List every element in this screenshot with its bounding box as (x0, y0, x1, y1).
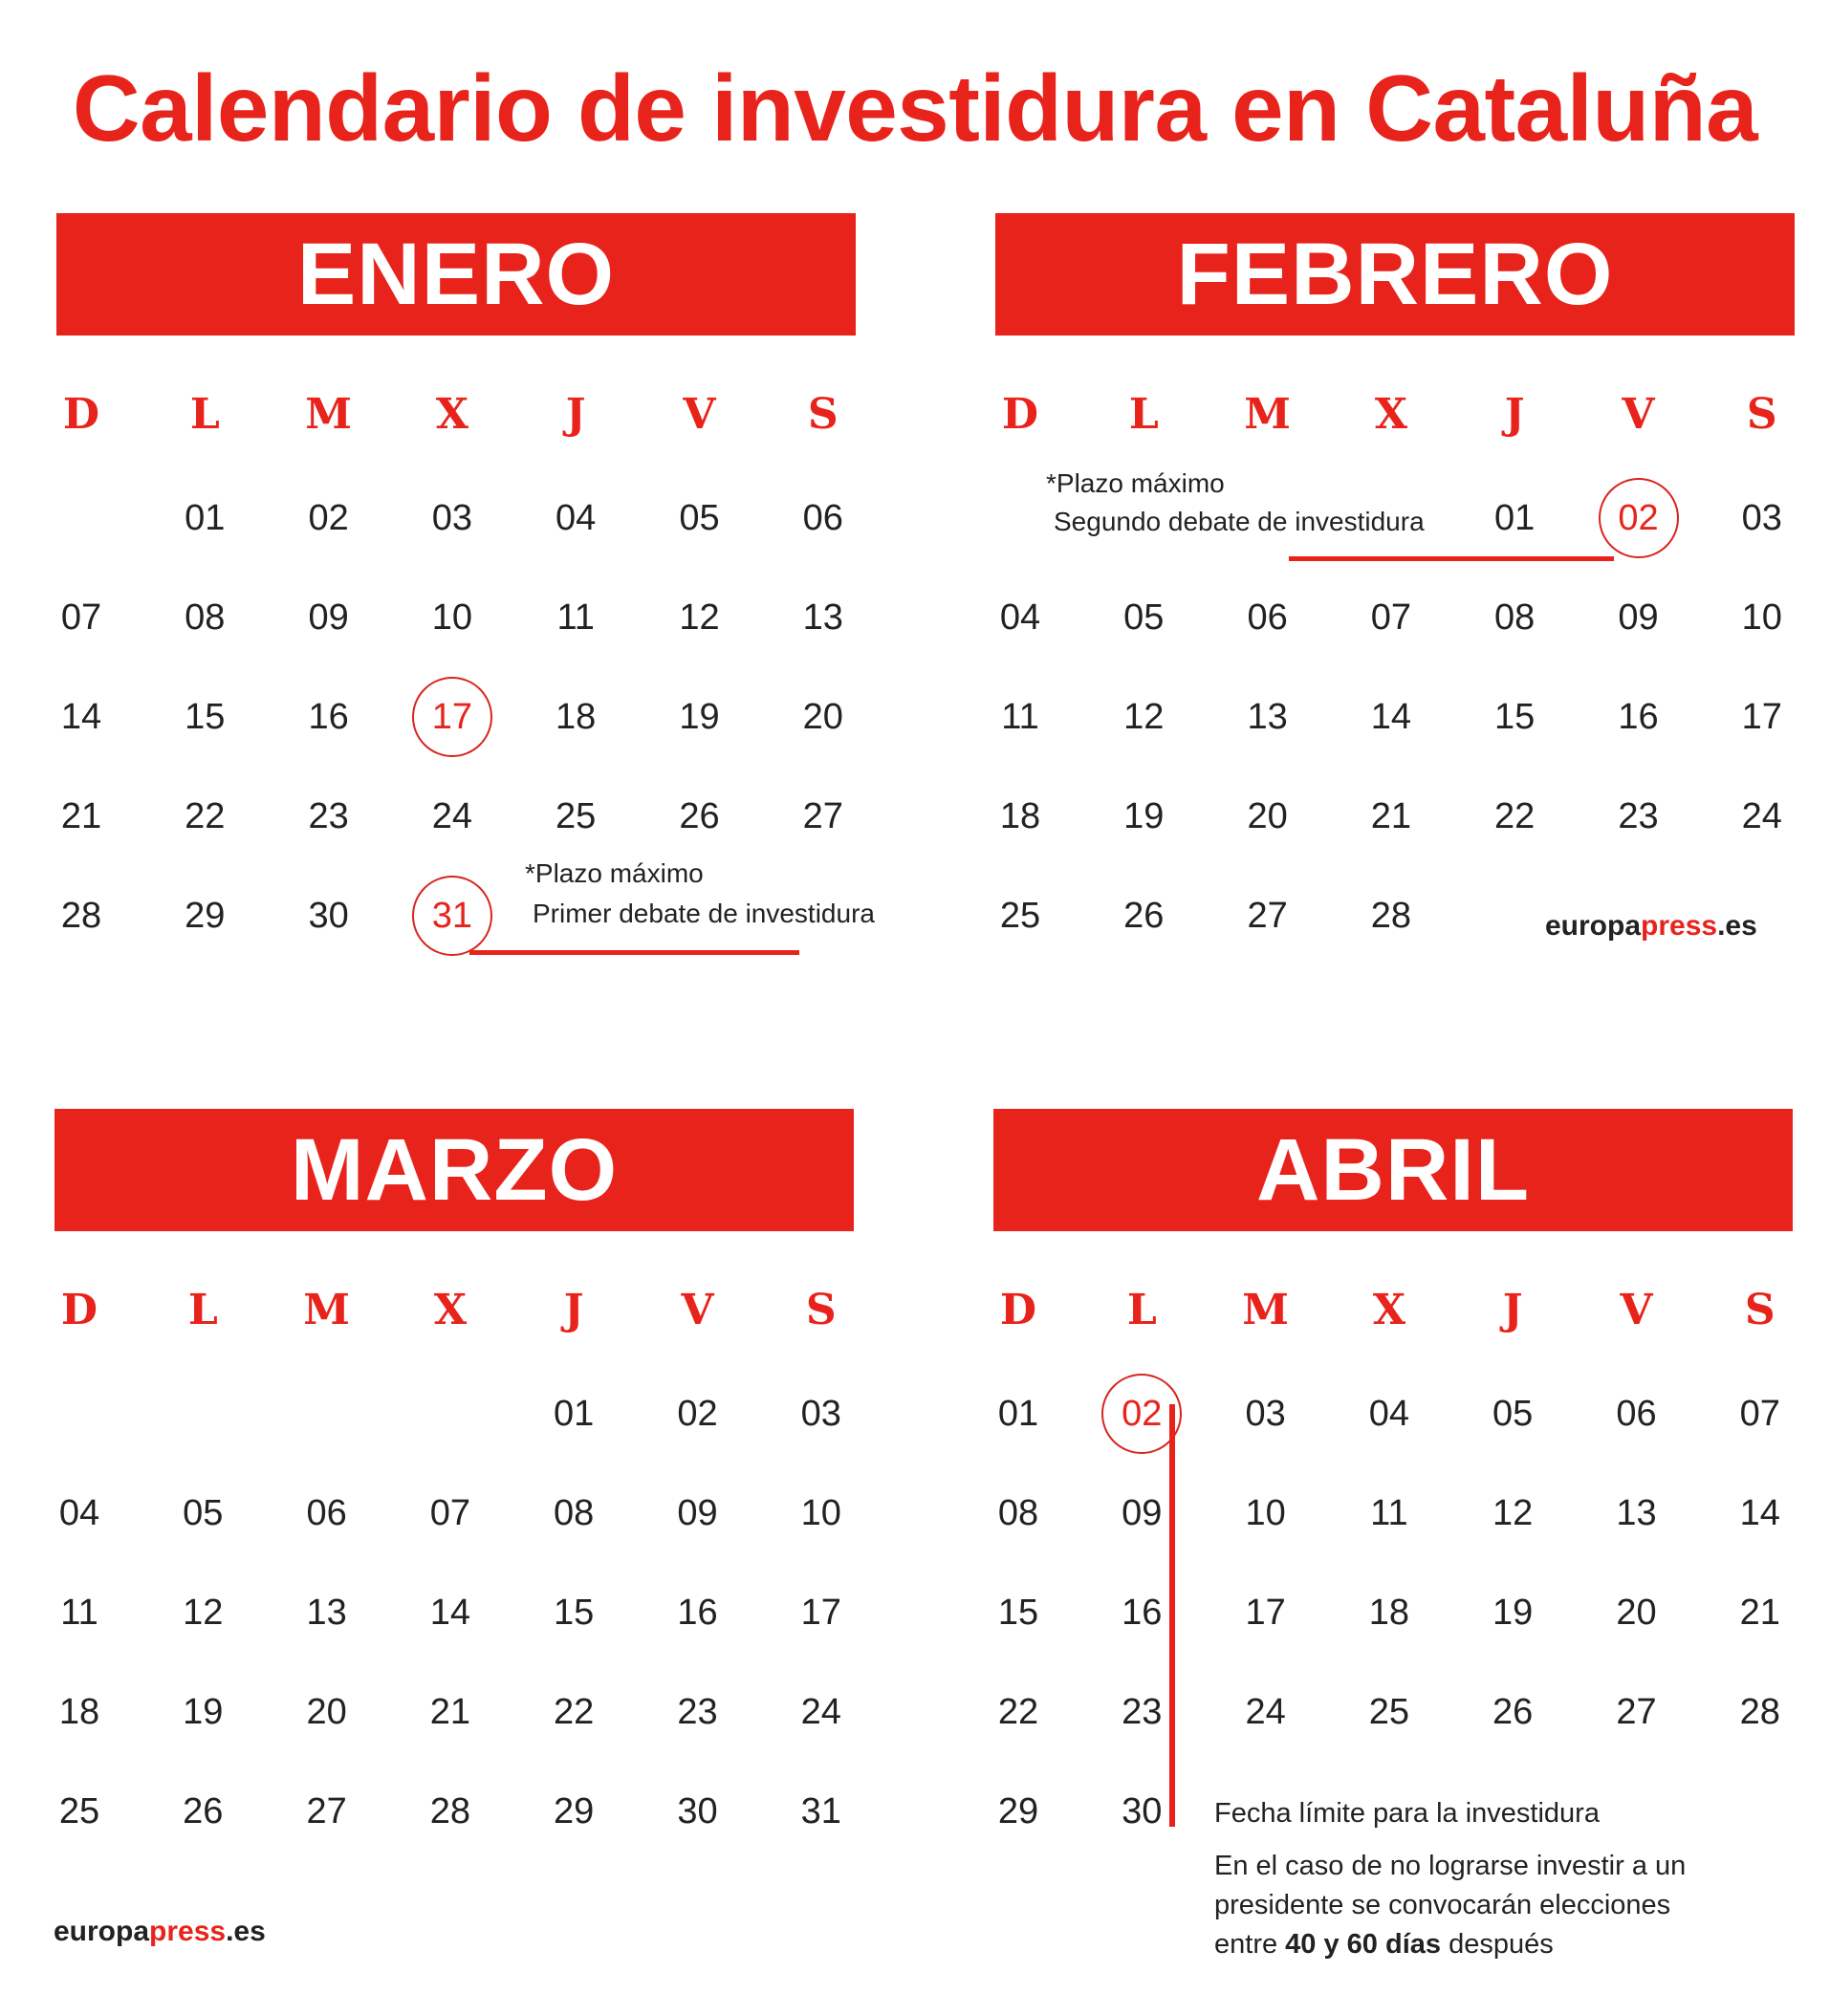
day-number: 20 (306, 1692, 347, 1732)
day-number: 05 (1492, 1394, 1534, 1434)
weekday-label: J (1504, 390, 1525, 439)
day-number: 06 (1616, 1394, 1657, 1434)
explanation-line3 (1214, 1925, 1750, 1964)
brand-part1: europa (54, 1916, 150, 1947)
day-number: 17 (1245, 1593, 1286, 1633)
day-number: 04 (58, 1493, 100, 1533)
day-number: 15 (1494, 697, 1536, 737)
brand-part3: .es (226, 1916, 266, 1947)
day-number: 23 (677, 1692, 718, 1732)
explanation-post: después (1449, 1929, 1554, 1960)
brand-logo-top (1545, 910, 1757, 943)
day-number: 11 (60, 1593, 98, 1633)
day-number: 18 (58, 1692, 100, 1732)
day-number: 10 (800, 1493, 841, 1533)
weekday-label: X (433, 1286, 467, 1334)
day-number: 12 (1123, 697, 1165, 737)
day-number: 24 (431, 796, 473, 836)
day-number: 21 (1739, 1593, 1780, 1633)
month-header: ENERO (56, 213, 856, 336)
brand-part1: europa (1545, 910, 1642, 942)
day-number: 03 (431, 498, 473, 538)
day-number: 26 (679, 796, 720, 836)
day-number: 08 (1494, 597, 1536, 638)
day-number: 24 (800, 1692, 841, 1732)
day-number: 23 (1618, 796, 1659, 836)
febrero-deadline-underline (1289, 556, 1614, 561)
weekday-label: L (189, 390, 220, 439)
month-header: MARZO (54, 1109, 854, 1231)
day-number: 02 (677, 1394, 718, 1434)
day-number: 18 (999, 796, 1041, 836)
brand-logo-bottom (54, 1916, 266, 1948)
weekday-label: D (62, 390, 100, 439)
day-number: 20 (1616, 1593, 1657, 1633)
day-number: 23 (308, 796, 349, 836)
weekday-label: S (807, 390, 839, 439)
weekday-label: D (60, 1286, 98, 1334)
enero-deadline-underline (469, 950, 799, 955)
day-number: 20 (802, 697, 843, 737)
weekday-label: L (187, 1286, 218, 1334)
day-number: 11 (556, 597, 595, 638)
weekday-label: D (1001, 390, 1039, 439)
day-number: 25 (58, 1791, 100, 1832)
highlighted-day: 17 (431, 697, 473, 737)
day-number: 29 (997, 1791, 1039, 1832)
day-number: 27 (306, 1791, 347, 1832)
day-number: 03 (1741, 498, 1782, 538)
day-number: 19 (679, 697, 720, 737)
day-number: 01 (554, 1394, 595, 1434)
day-number: 08 (185, 597, 226, 638)
day-number: 14 (429, 1593, 471, 1633)
day-number: 18 (1368, 1593, 1410, 1633)
day-number: 06 (1247, 597, 1288, 638)
day-number: 04 (999, 597, 1041, 638)
explanation-line1: En el caso de no lograrse investir a un (1214, 1851, 1687, 1881)
day-number: 11 (1001, 697, 1039, 737)
day-number: 22 (185, 796, 226, 836)
day-number: 21 (1370, 796, 1412, 836)
day-number: 21 (60, 796, 102, 836)
weekday-label: M (303, 1286, 350, 1334)
day-number: 15 (554, 1593, 595, 1633)
page-title: Calendario de investidura en Cataluña (72, 55, 1758, 161)
day-number: 19 (1492, 1593, 1534, 1633)
day-number: 14 (1370, 697, 1412, 737)
day-number: 22 (1494, 796, 1536, 836)
day-number: 10 (431, 597, 473, 638)
day-number: 22 (554, 1692, 595, 1732)
day-number: 08 (997, 1493, 1039, 1533)
weekday-label: S (805, 1286, 837, 1334)
weekday-label: V (1620, 1286, 1653, 1334)
highlighted-day: 02 (1618, 498, 1659, 538)
day-number: 05 (183, 1493, 224, 1533)
day-number: 01 (1494, 498, 1536, 538)
day-number: 16 (308, 697, 349, 737)
day-number: 25 (1368, 1692, 1410, 1732)
weekday-label: M (1242, 1286, 1289, 1334)
day-number: 23 (1122, 1692, 1163, 1732)
day-number: 04 (1368, 1394, 1410, 1434)
weekday-label: X (1372, 1286, 1405, 1334)
day-number: 09 (308, 597, 349, 638)
day-number: 10 (1741, 597, 1782, 638)
day-number: 24 (1741, 796, 1782, 836)
weekday-label: X (1374, 390, 1407, 439)
day-number: 25 (999, 896, 1041, 936)
day-number: 07 (429, 1493, 471, 1533)
day-number: 15 (997, 1593, 1039, 1633)
enero-note-line2: Primer debate de investidura (533, 899, 875, 928)
day-number: 12 (183, 1593, 224, 1633)
day-number: 16 (1122, 1593, 1163, 1633)
day-number: 07 (60, 597, 102, 638)
weekday-label: S (1746, 390, 1777, 439)
day-number: 30 (308, 896, 349, 936)
day-number: 28 (60, 896, 102, 936)
enero-note-line1: *Plazo máximo (525, 858, 704, 888)
day-number: 13 (1616, 1493, 1657, 1533)
highlighted-day: 31 (431, 896, 473, 936)
brand-part2: press (1641, 910, 1718, 942)
weekday-label: S (1744, 1286, 1776, 1334)
day-number: 10 (1245, 1493, 1286, 1533)
day-number: 19 (1123, 796, 1165, 836)
weekday-label: V (1622, 390, 1655, 439)
explanation-line2: presidente se convocarán elecciones (1214, 1890, 1671, 1920)
day-number: 22 (997, 1692, 1039, 1732)
day-number: 18 (556, 697, 597, 737)
day-number: 03 (1245, 1394, 1286, 1434)
day-number: 13 (1247, 697, 1288, 737)
day-number: 19 (183, 1692, 224, 1732)
day-number: 30 (1122, 1791, 1163, 1832)
day-number: 17 (1741, 697, 1782, 737)
day-number: 30 (677, 1791, 718, 1832)
weekday-label: M (305, 390, 352, 439)
day-number: 09 (1618, 597, 1659, 638)
day-number: 07 (1370, 597, 1412, 638)
day-number: 15 (185, 697, 226, 737)
day-number: 11 (1370, 1493, 1408, 1533)
brand-part2: press (149, 1916, 227, 1947)
day-number: 26 (1123, 896, 1165, 936)
day-number: 31 (800, 1791, 841, 1832)
day-number: 08 (554, 1493, 595, 1533)
day-number: 27 (1616, 1692, 1657, 1732)
day-number: 26 (1492, 1692, 1534, 1732)
day-number: 13 (306, 1593, 347, 1633)
day-number: 12 (1492, 1493, 1534, 1533)
month-header: ABRIL (993, 1109, 1793, 1231)
day-number: 16 (1618, 697, 1659, 737)
day-number: 12 (679, 597, 720, 638)
day-number: 25 (556, 796, 597, 836)
day-number: 06 (802, 498, 843, 538)
weekday-label: L (1126, 1286, 1157, 1334)
day-number: 14 (60, 697, 102, 737)
day-number: 17 (800, 1593, 841, 1633)
brand-part3: .es (1717, 910, 1757, 942)
febrero-note-line2: Segundo debate de investidura (1054, 507, 1425, 536)
day-number: 28 (1739, 1692, 1780, 1732)
explanation-bold: 40 y 60 días (1285, 1929, 1442, 1960)
day-number: 09 (677, 1493, 718, 1533)
day-number: 01 (997, 1394, 1039, 1434)
day-number: 28 (1370, 896, 1412, 936)
day-number: 06 (306, 1493, 347, 1533)
abril-explanation (1214, 1847, 1750, 1964)
highlighted-day: 02 (1122, 1394, 1163, 1434)
day-number: 28 (429, 1791, 471, 1832)
day-number: 09 (1122, 1493, 1163, 1533)
day-number: 07 (1739, 1394, 1780, 1434)
day-number: 27 (802, 796, 843, 836)
month-header: FEBRERO (995, 213, 1795, 336)
explanation-pre: entre (1214, 1929, 1278, 1960)
day-number: 27 (1247, 896, 1288, 936)
weekday-label: J (1502, 1286, 1523, 1334)
day-number: 21 (429, 1692, 471, 1732)
day-number: 24 (1245, 1692, 1286, 1732)
weekday-label: D (999, 1286, 1037, 1334)
day-number: 26 (183, 1791, 224, 1832)
day-number: 29 (185, 896, 226, 936)
weekday-label: J (565, 390, 586, 439)
day-number: 05 (1123, 597, 1165, 638)
weekday-label: L (1128, 390, 1159, 439)
weekday-label: V (683, 390, 716, 439)
weekday-label: X (435, 390, 468, 439)
weekday-label: M (1244, 390, 1291, 439)
day-number: 04 (556, 498, 597, 538)
day-number: 16 (677, 1593, 718, 1633)
day-number: 03 (800, 1394, 841, 1434)
abril-deadline-label: Fecha límite para la investidura (1214, 1798, 1600, 1829)
day-number: 01 (185, 498, 226, 538)
febrero-note-line1: *Plazo máximo (1046, 468, 1225, 498)
weekday-label: J (563, 1286, 584, 1334)
day-number: 13 (802, 597, 843, 638)
day-number: 14 (1739, 1493, 1780, 1533)
day-number: 02 (308, 498, 349, 538)
day-number: 29 (554, 1791, 595, 1832)
weekday-label: V (681, 1286, 714, 1334)
day-number: 05 (679, 498, 720, 538)
day-number: 20 (1247, 796, 1288, 836)
abril-deadline-line (1169, 1404, 1175, 1827)
